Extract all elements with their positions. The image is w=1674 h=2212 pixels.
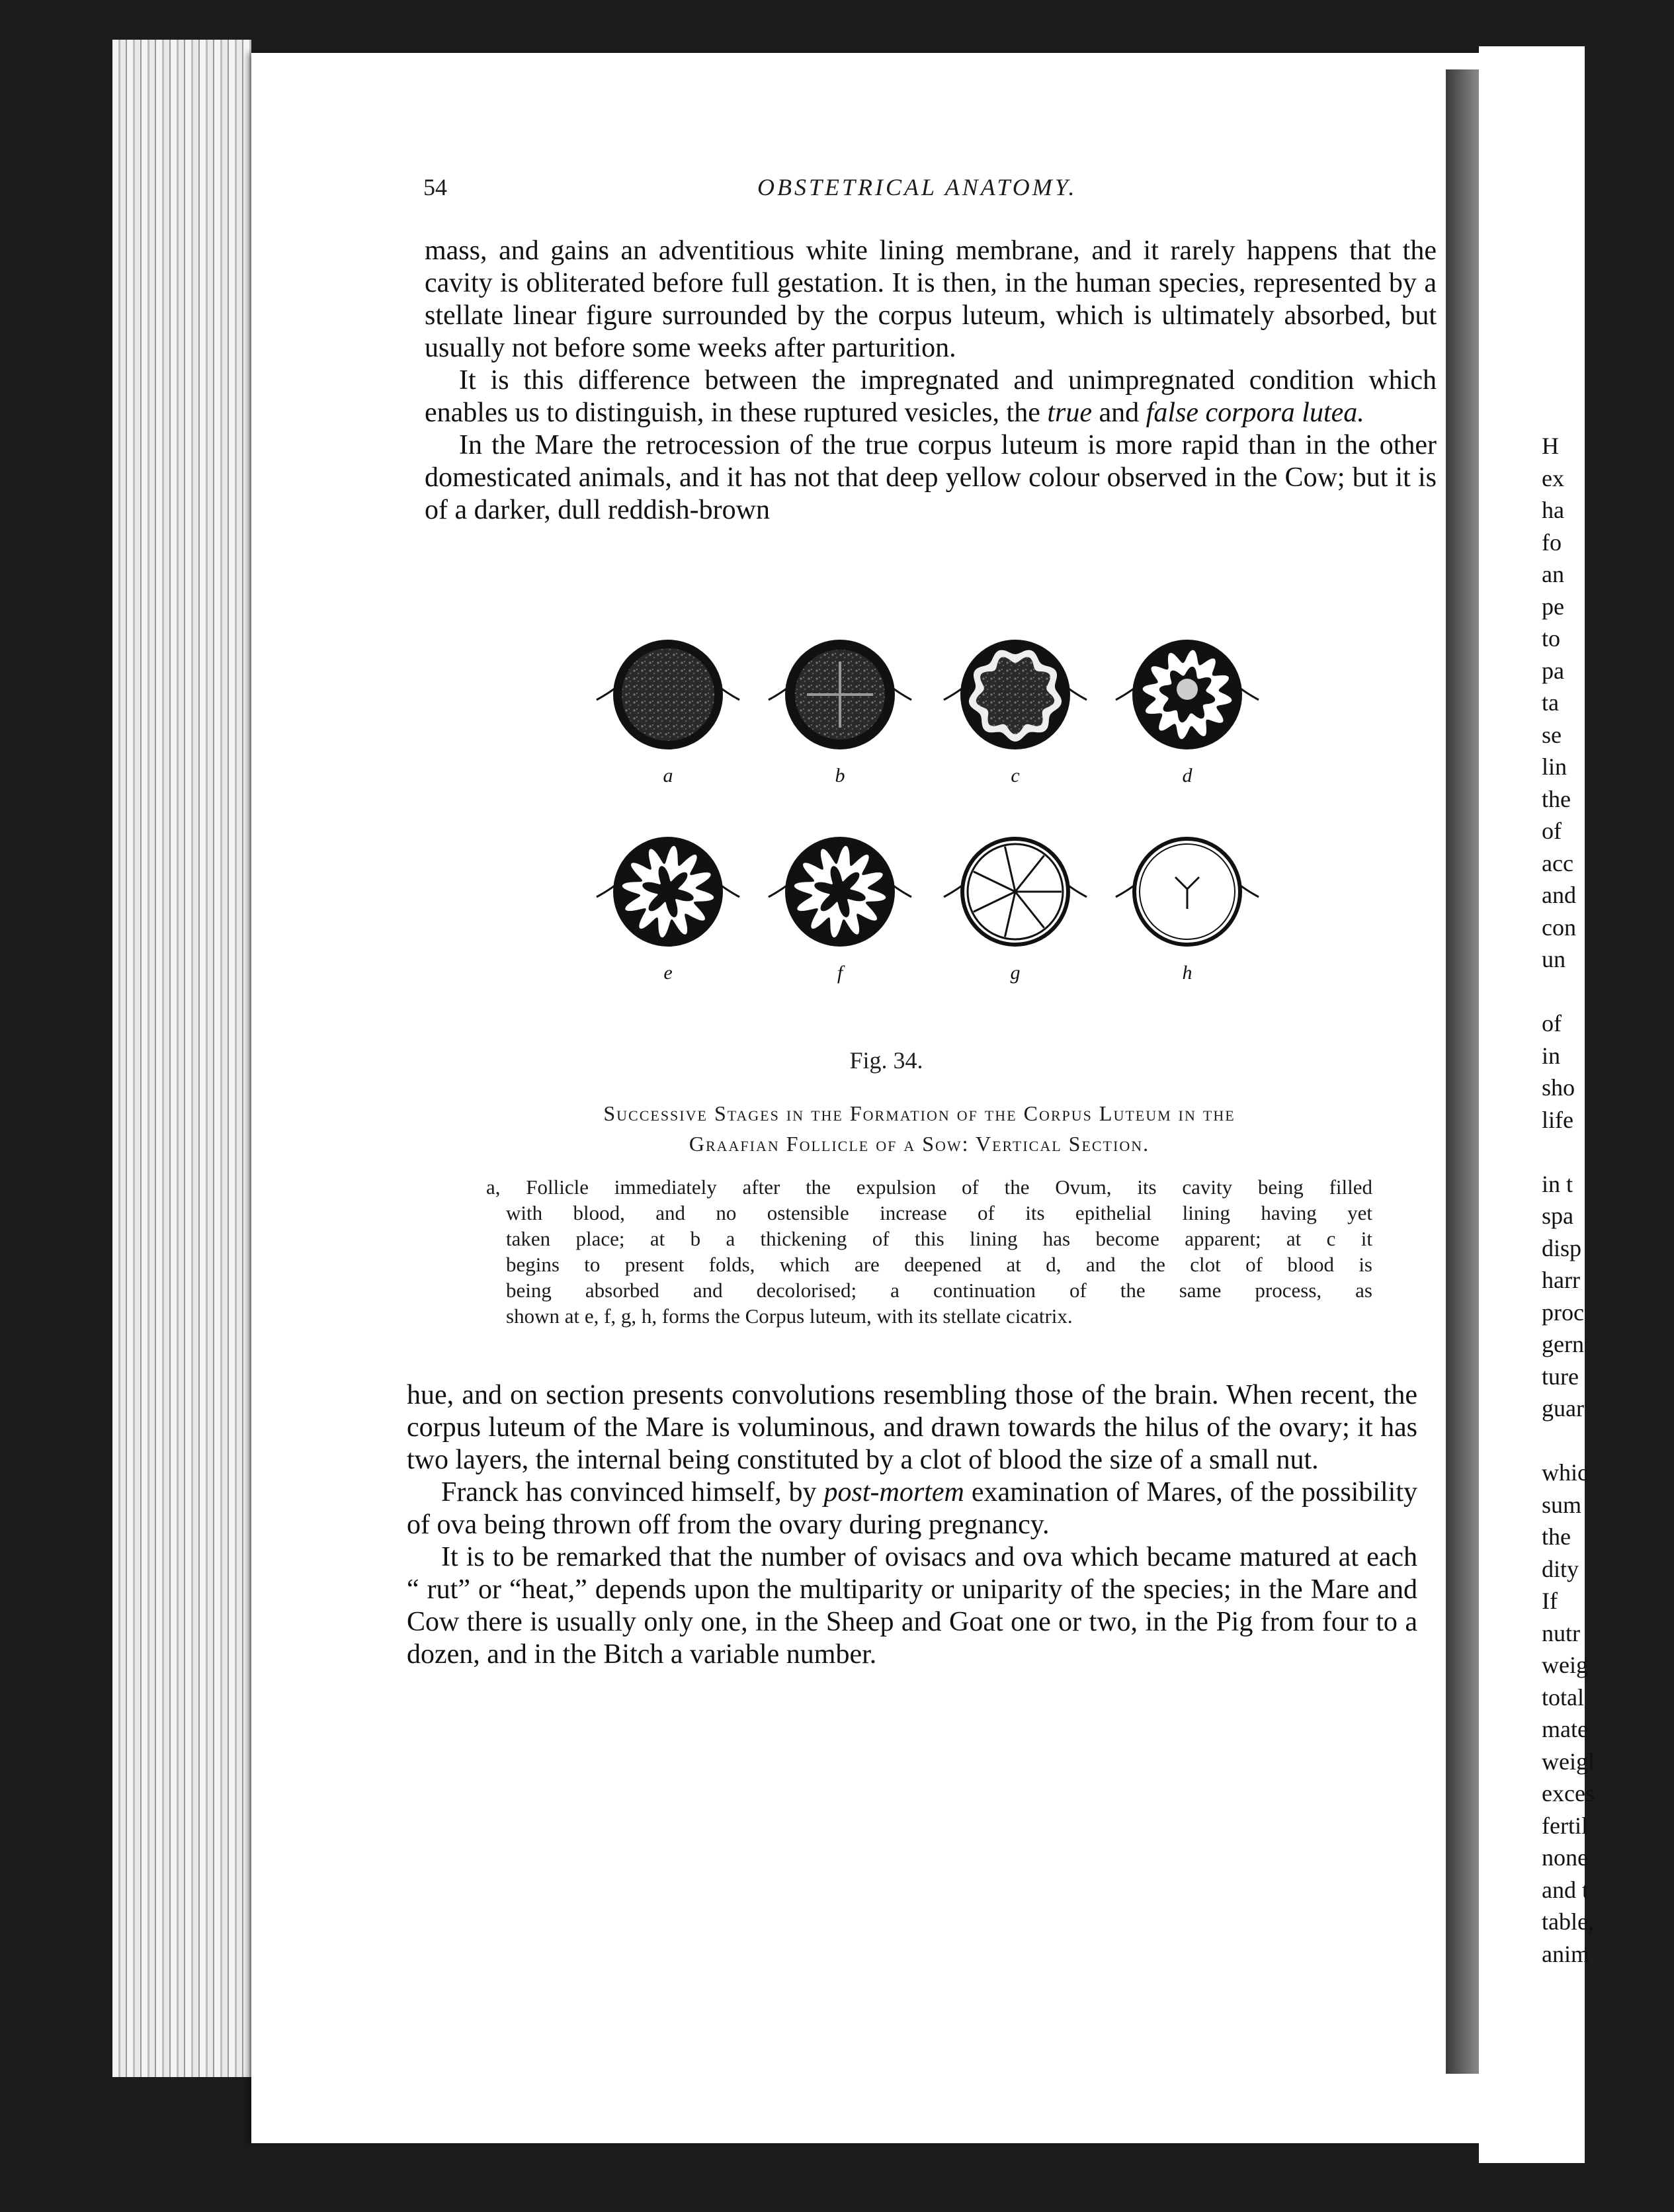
adjacent-page-line: disp — [1542, 1234, 1582, 1261]
legend-line: begins to present folds, which are deepened at d, and the clot of blood is — [506, 1253, 1372, 1276]
panel-label: c — [1011, 765, 1020, 787]
follicle-stage-e — [597, 839, 739, 945]
adjacent-page-line: total — [1542, 1683, 1584, 1711]
follicle-stage-b — [769, 642, 911, 747]
paragraph: mass, and gains an adventitious white lining membrane, and it rarely happens that the cavity is obliterated before full gestation. It is then, in the human species, represented by a stellate linear figure surrounded by the corpus luteum, which is ultimately absorbed, but usually not before some weeks after parturition. — [425, 235, 1437, 363]
paragraph: hue, and on section presents convolutions resembling those of the brain. When recent, the corpus luteum of the Mare is voluminous, and drawn towards the hilus of the ovary; it has two layers, the internal being constituted by a clot of blood the size of a small nut. — [407, 1380, 1417, 1475]
adjacent-page-line: proc — [1542, 1298, 1584, 1326]
body-text-top — [425, 235, 1437, 527]
panel-label: h — [1182, 962, 1193, 984]
adjacent-page-line: If — [1542, 1588, 1558, 1614]
panel-label: d — [1182, 765, 1193, 787]
follicle-stage-a — [597, 642, 739, 747]
panel-label: b — [835, 765, 845, 787]
book-gutter — [1446, 69, 1479, 2074]
paragraph: Franck has convinced himself, by post-mortem examination of Mares, of the possibility of ova being thrown off from the ovary during pregnancy. — [407, 1477, 1418, 1540]
paragraph: It is to be remarked that the number of ovisacs and ova which became matured at each “ rut” or “heat,” depends upon the multiparity or uniparity of the species; in the Mare and Cow there is usually only one, in the Sheep and Goat one or two, in the Pig from four to a dozen, and in the Bitch a variable number. — [407, 1542, 1417, 1670]
body-text-bottom — [407, 1379, 1417, 1671]
adjacent-page-line: and — [1542, 882, 1576, 908]
adjacent-page-line: con — [1542, 914, 1576, 941]
follicle-stage-d — [1116, 642, 1259, 747]
adjacent-page-line: ex — [1542, 464, 1564, 491]
adjacent-page-line: the — [1542, 1523, 1571, 1550]
adjacent-page-text — [1542, 430, 1674, 1970]
page-number: 54 — [423, 174, 447, 200]
adjacent-page-line: spa — [1542, 1203, 1573, 1229]
adjacent-page-line: mate — [1542, 1716, 1588, 1742]
legend-line: with blood, and no ostensible increase of its epithelial lining having yet — [506, 1201, 1372, 1224]
adjacent-page-fragment — [1479, 46, 1595, 2163]
caption-line: Graafian Follicle of a Sow: Vertical Section. — [689, 1132, 1150, 1156]
adjacent-page-line: sho — [1542, 1074, 1575, 1101]
panel-label: g — [1010, 962, 1021, 984]
adjacent-page-line: pa — [1542, 657, 1564, 684]
panel-label: f — [837, 962, 843, 984]
adjacent-page-line: exces — [1542, 1780, 1595, 1807]
follicle-stage-c — [944, 642, 1087, 747]
adjacent-page-line: ture — [1542, 1363, 1579, 1390]
panel-label: e — [663, 962, 673, 984]
figure-corpus-luteum-stages — [569, 628, 1283, 1052]
adjacent-page-line: whic — [1542, 1459, 1588, 1486]
adjacent-page-line: table, — [1542, 1908, 1594, 1935]
adjacent-page-line: H — [1542, 433, 1559, 459]
adjacent-page-line: un — [1542, 946, 1566, 972]
adjacent-page-line — [1542, 1136, 1674, 1168]
follicle-stage-h — [1116, 839, 1259, 945]
figure-caption-title — [463, 1098, 1376, 1159]
adjacent-page-line: pe — [1542, 593, 1564, 620]
adjacent-page-line: gern — [1542, 1331, 1584, 1357]
adjacent-page-line — [1542, 1425, 1674, 1457]
paragraph: In the Mare the retrocession of the true corpus luteum is more rapid than in the other domesticated animals, and it has not that deep yellow colour observed in the Cow; but it is of a darker, dull reddish-brown — [425, 430, 1437, 525]
adjacent-page-line: of — [1542, 818, 1562, 844]
legend-line: a, Follicle immediately after the expulsion of the Ovum, its cavity being filled — [486, 1175, 1372, 1199]
adjacent-page-line: an — [1542, 561, 1564, 587]
adjacent-page-line: the — [1542, 785, 1571, 812]
adjacent-page-line: life — [1542, 1106, 1573, 1133]
adjacent-page-line: ha — [1542, 497, 1564, 523]
adjacent-page-line: none — [1542, 1844, 1588, 1871]
follicle-stage-f — [769, 839, 911, 945]
adjacent-page-line: ta — [1542, 689, 1559, 716]
adjacent-page-line: to — [1542, 625, 1561, 652]
adjacent-page-line: in — [1542, 1042, 1561, 1069]
adjacent-page-line: weigl — [1542, 1748, 1595, 1775]
adjacent-page-line: sum — [1542, 1491, 1582, 1518]
adjacent-page-line: se — [1542, 721, 1562, 748]
adjacent-page-line: fertil — [1542, 1812, 1588, 1839]
legend-line: shown at e, f, g, h, forms the Corpus luteum, with its stellate cicatrix. — [506, 1304, 1073, 1328]
legend-line: taken place; at b a thickening of this lining has become apparent; at c it — [506, 1227, 1372, 1250]
caption-line: Successive Stages in the Formation of the Corpus Luteum in the — [603, 1101, 1235, 1125]
adjacent-page-line: and t — [1542, 1876, 1589, 1903]
page-stack-edges — [112, 40, 251, 2077]
adjacent-page-line: in t — [1542, 1170, 1573, 1197]
adjacent-page-line — [1542, 976, 1674, 1008]
adjacent-page-line: guar — [1542, 1395, 1584, 1422]
running-head — [423, 173, 1442, 206]
adjacent-page-line: of — [1542, 1010, 1562, 1037]
page-title: OBSTETRICAL ANATOMY. — [757, 174, 1077, 200]
adjacent-page-line: dity — [1542, 1555, 1579, 1582]
adjacent-page-line: weig — [1542, 1652, 1588, 1678]
adjacent-page-line: harr — [1542, 1267, 1580, 1293]
figure-legend — [486, 1174, 1372, 1329]
adjacent-page-line: acc — [1542, 849, 1573, 876]
adjacent-page-line: lin — [1542, 753, 1568, 780]
adjacent-page-line: fo — [1542, 529, 1562, 556]
paragraph: It is this difference between the impregnated and unimpregnated condition which enables us to distinguish, in these ruptured vesicles, the true and false corpora lutea. — [425, 365, 1437, 428]
panel-label: a — [663, 765, 673, 787]
adjacent-page-line: anim — [1542, 1940, 1589, 1967]
follicle-stage-g — [944, 839, 1087, 945]
figure-illustration — [569, 628, 1283, 1052]
figure-number: Fig. 34. — [849, 1047, 923, 1074]
adjacent-page-line: nutr — [1542, 1619, 1580, 1646]
legend-line: being absorbed and decolorised; a continuation of the same process, as — [506, 1279, 1372, 1302]
